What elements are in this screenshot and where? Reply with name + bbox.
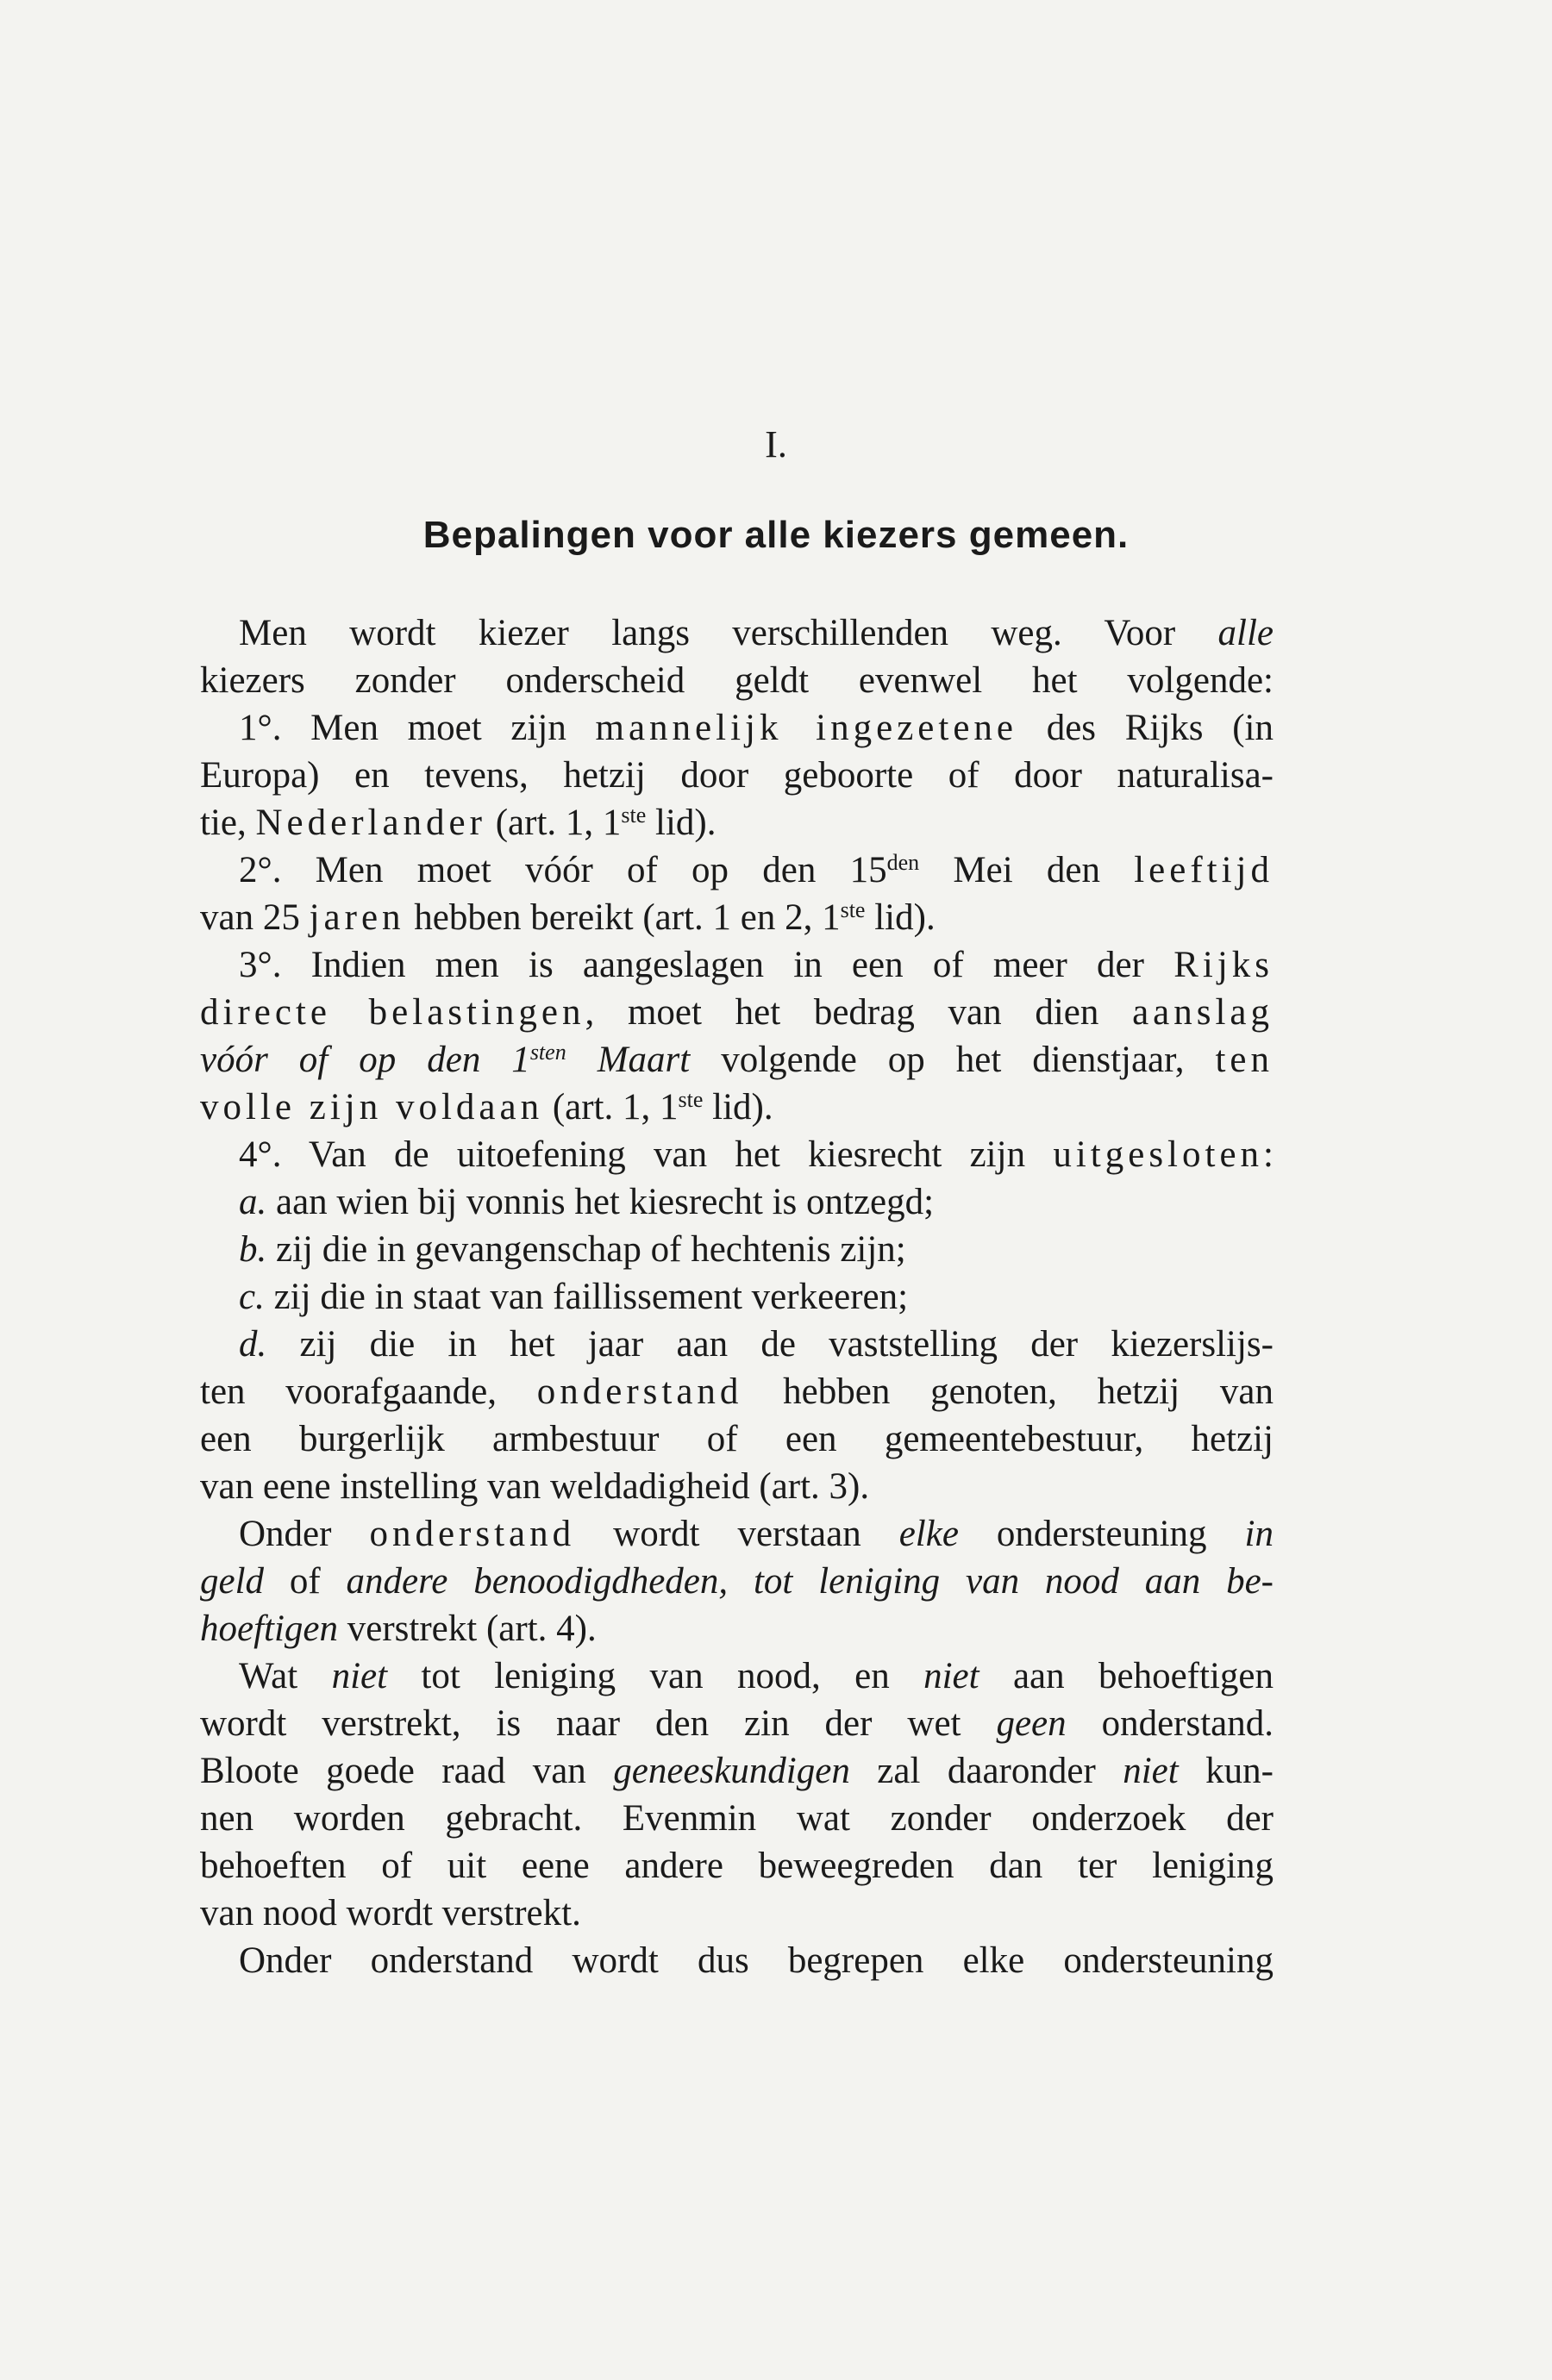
section-heading: Bepalingen voor alle kiezers gemeen. [422, 514, 1130, 556]
text-line: wordt verstrekt, is naar den zin der wet geen onderstand. [200, 1703, 1274, 1744]
text-line: Bloote goede raad van geneeskundigen zal daaronder niet kun- [200, 1751, 1274, 1791]
body-text [200, 609, 1274, 1984]
section-number: I. [765, 423, 787, 465]
text-line: 1°. Men moet zijn mannelijk ingezetene des Rijks (in [239, 708, 1274, 748]
list-marker: b. [239, 1229, 267, 1270]
spaced-text: Rijks [1173, 945, 1274, 985]
text-line: tie, Nederlander (art. 1, 1ste lid). [200, 803, 717, 843]
emphasis: geen [996, 1703, 1067, 1744]
spaced-text: volle zijn voldaan [200, 1087, 544, 1128]
text-line: b. zij die in gevangenschap of hechtenis zijn; [239, 1229, 906, 1270]
text-line: van eene instelling van weldadigheid (art. 3). [200, 1466, 870, 1507]
text-line: Onder onderstand wordt verstaan elke ondersteuning in [239, 1514, 1274, 1554]
emphasis: geld [200, 1561, 265, 1602]
spaced-text: onderstand [369, 1514, 576, 1554]
spaced-text: jaren [309, 897, 405, 938]
list-marker: a. [239, 1182, 267, 1222]
emphasis: niet [331, 1656, 388, 1696]
spaced-text: directe belastingen [200, 992, 585, 1033]
emphasis: alle [1217, 613, 1274, 653]
text-line: 4°. Van de uitoefening van het kiesrecht zijn uitgesloten: [239, 1134, 1274, 1175]
superscript: sten [529, 1040, 566, 1065]
text-line: 3°. Indien men is aangeslagen in een of meer der Rijks [239, 945, 1274, 985]
text-line: kiezers zonder onderscheid geldt evenwel het volgende: [200, 660, 1274, 701]
emphasis: geneeskundigen [613, 1751, 850, 1791]
emphasis: vóór of op den $1^{sten}$ Maart [200, 1040, 691, 1080]
superscript: den [886, 850, 920, 875]
text-line: volle zijn voldaan (art. 1, 1ste lid). [200, 1087, 773, 1128]
text-line: geld of andere benoodigdheden, tot leniging van nood aan be- [200, 1561, 1274, 1602]
spaced-text: leeftijd [1134, 850, 1274, 890]
text-line: hoeftigen verstrekt (art. 4). [200, 1609, 597, 1649]
spaced-text: onderstand [536, 1371, 743, 1412]
text-line: Europa) en tevens, hetzij door geboorte of door naturalisa- [200, 755, 1274, 796]
emphasis: niet [1123, 1751, 1179, 1791]
superscript: ste [621, 803, 647, 828]
spaced-text: Nederlander [255, 803, 486, 843]
text-line: nen worden gebracht. Evenmin wat zonder onderzoek der [200, 1798, 1274, 1839]
spaced-text: mannelijk ingezetene [595, 708, 1017, 748]
text-line: ten voorafgaande, onderstand hebben genoten, hetzij van [200, 1371, 1274, 1412]
text-line: van nood wordt verstrekt. [200, 1893, 581, 1933]
text-line: directe belastingen, moet het bedrag van dien aanslag [200, 992, 1274, 1033]
emphasis: andere benoodigdheden, tot leniging van nood aan be- [346, 1561, 1274, 1602]
text-line: van 25 jaren hebben bereikt (art. 1 en 2, 1ste lid). [200, 897, 936, 938]
emphasis: elke [898, 1514, 959, 1554]
spaced-text: aanslag [1132, 992, 1274, 1033]
superscript: ste [678, 1087, 704, 1112]
list-marker: d. [239, 1324, 267, 1365]
emphasis: hoeftigen [200, 1609, 339, 1649]
text-line: a. aan wien bij vonnis het kiesrecht is ontzegd; [239, 1182, 935, 1222]
emphasis: niet [923, 1656, 979, 1696]
spaced-text: ten [1215, 1040, 1274, 1080]
spaced-text: uitgesloten [1053, 1134, 1264, 1175]
text-line: 2°. Men moet vóór of op den $15^{den}$ Mei den leeftijd [239, 850, 1274, 890]
text-line: c. zij die in staat van faillissement verkeeren; [239, 1277, 909, 1317]
text-line: Onder onderstand wordt dus begrepen elke ondersteuning [239, 1940, 1274, 1981]
text-line: behoeften of uit eene andere beweegreden dan ter leniging [200, 1846, 1274, 1886]
text-line: vóór of op den $1^{sten}$ Maart volgende op het dienstjaar, ten [200, 1040, 1274, 1080]
emphasis: in [1244, 1514, 1274, 1554]
superscript: ste [840, 897, 866, 922]
text-line: Men wordt kiezer langs verschillenden weg. Voor alle [239, 613, 1274, 653]
text-line: een burgerlijk armbestuur of een gemeentebestuur, hetzij [200, 1419, 1274, 1459]
text-line: Wat niet tot leniging van nood, en niet aan behoeftigen [239, 1656, 1274, 1696]
text-line: d. zij die in het jaar aan de vaststelling der kiezerslijs- [239, 1324, 1274, 1365]
list-marker: c. [239, 1277, 265, 1317]
